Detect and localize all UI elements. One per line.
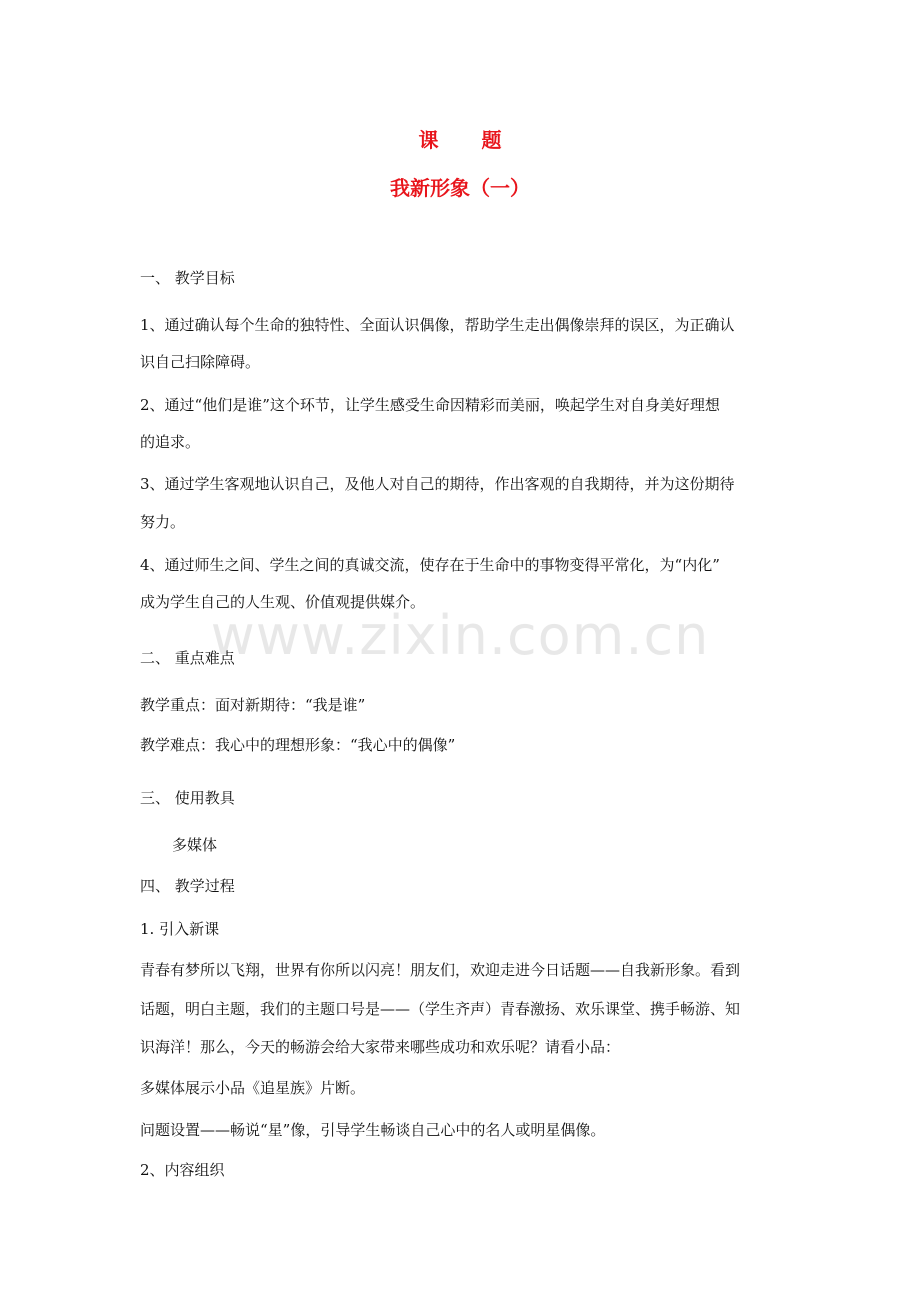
section-heading-tools: 三、 使用教具 (140, 789, 235, 807)
paragraph-line: 多媒体 (172, 836, 218, 854)
paragraph-line: 教学重点：面对新期待：“我是谁” (140, 696, 366, 714)
section-heading-key-points: 二、 重点难点 (140, 649, 235, 667)
paragraph-line: 多媒体展示小品《追星族》片断。 (140, 1079, 366, 1097)
document-subtitle: 我新形象（一） (390, 176, 530, 200)
paragraph-line: 成为学生自己的人生观、价值观提供媒介。 (140, 593, 426, 611)
watermark: www.zixin.com.cn (210, 604, 710, 667)
paragraph-line: 4、通过师生之间、学生之间的真诚交流，使存在于生命中的事物变得平常化，为“内化” (140, 556, 720, 574)
paragraph-line: 识自己扫除障碍。 (140, 353, 261, 371)
paragraph-line: 1、通过确认每个生命的独特性、全面认识偶像，帮助学生走出偶像崇拜的误区，为正确认 (140, 316, 735, 334)
paragraph-line: 教学难点：我心中的理想形象：“我心中的偶像” (140, 736, 456, 754)
paragraph-line: 青春有梦所以飞翔，世界有你所以闪亮！朋友们，欢迎走进今日话题——自我新形象。看到 (140, 961, 741, 979)
paragraph-line: 2、通过“他们是谁”这个环节，让学生感受生命因精彩而美丽，唤起学生对自身美好理想 (140, 396, 720, 414)
paragraph-line: 努力。 (140, 513, 186, 531)
paragraph-line: 识海洋！那么，今天的畅游会给大家带来哪些成功和欢乐呢？请看小品： (140, 1038, 621, 1056)
subheading-intro: 1. 引入新课 (140, 920, 220, 938)
section-heading-objectives: 一、 教学目标 (140, 269, 235, 287)
paragraph-line: 问题设置——畅说“星”像，引导学生畅谈自己心中的名人或明星偶像。 (140, 1121, 606, 1139)
subheading-content: 2、内容组织 (140, 1161, 225, 1179)
paragraph-line: 3、通过学生客观地认识自己，及他人对自己的期待，作出客观的自我期待，并为这份期待 (140, 475, 735, 493)
document-title: 课 题 (418, 128, 520, 152)
paragraph-line: 话题，明白主题，我们的主题口号是——（学生齐声）青春激扬、欢乐课堂、携手畅游、知 (140, 1000, 741, 1018)
section-heading-process: 四、 教学过程 (140, 877, 235, 895)
paragraph-line: 的追求。 (140, 433, 201, 451)
